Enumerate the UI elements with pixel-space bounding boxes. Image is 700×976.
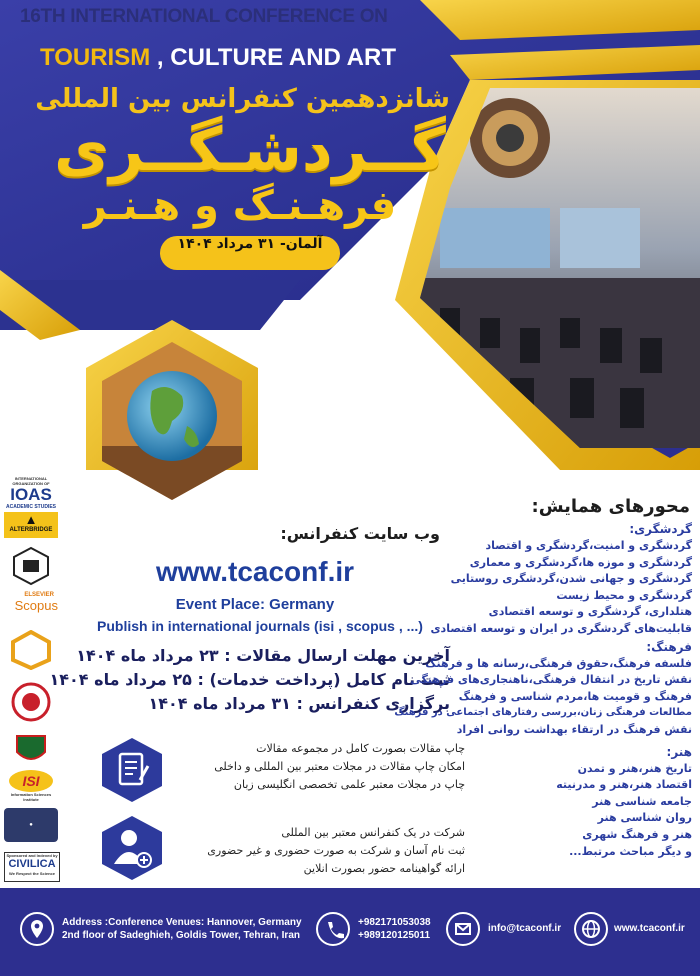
scopus-logo-text: Scopus	[14, 598, 58, 613]
title-persian-line1: شانزدهمین کنفرانس بین المللی	[35, 84, 450, 114]
logo-academic-org	[4, 546, 58, 586]
event-place: Event Place: Germany	[175, 596, 335, 613]
feature-publication-line1: چاپ مقالات بصورت کامل در مجموعه مقالات	[256, 742, 465, 755]
axes-item: اقتصاد هنر،هنر و مدرنیته	[556, 778, 692, 792]
feature-publication	[190, 740, 465, 794]
isi-caption: Information Sciences Institute	[10, 792, 52, 802]
phone-icon	[316, 912, 350, 946]
axes-item: گردشگری و امنیت،گردشگری و اقتصاد	[485, 539, 692, 552]
footer-phone2[interactable]: +989120125011	[358, 930, 431, 941]
axes-heading-art: هنر:	[666, 744, 692, 759]
date-badge: آلمان- ۳۱ مرداد ۱۴۰۴	[160, 236, 340, 270]
feature-participation-line2: ثبت نام آسان و شرکت به صورت حضوری و غیر حضوری	[207, 844, 465, 857]
civilica-logo-text: CIVILICA	[8, 858, 56, 870]
axes-item: هتلداری، گردشگری و توسعه اقتصادی	[488, 605, 692, 619]
location-icon	[20, 912, 54, 946]
axes-item: قابلیت‌های گردشگری در ایران و توسعه اقتصادی	[430, 621, 692, 635]
axes-heading-culture: فرهنگ:	[646, 639, 692, 654]
logo-elsevier-scopus	[4, 592, 58, 613]
feature-participation-line3: ارائه گواهینامه حضور بصورت انلاین	[303, 862, 465, 875]
axes-item: هنر و فرهنگ شهری	[582, 827, 692, 841]
title-english-tourism: TOURISM	[40, 44, 151, 71]
title-english-line1: 16TH INTERNATIONAL CONFERENCE ON	[20, 6, 388, 27]
website-url[interactable]: www.tcaconf.ir	[155, 556, 355, 587]
footer-email[interactable]: info@tcaconf.ir	[488, 923, 562, 934]
axes-item: گردشگری و موزه ها،گردشگری و معماری	[469, 555, 692, 569]
logo-institute	[4, 732, 58, 768]
feature-publication-line2: امکان چاپ مقالات در مجلات معتبر بین المللی و داخلی	[214, 760, 465, 773]
conference-axes-title: محورهای همایش:	[531, 496, 690, 517]
axes-item: فرهنگ و قومیت ها،مردم شناسی و فرهنگ	[458, 689, 692, 703]
globe-image	[92, 336, 252, 506]
axes-item: نقش تاریخ در انتقال فرهنگی،ناهنجاری‌های فرهنگی	[410, 673, 692, 687]
title-persian-tourism: گــردشـگــری	[54, 115, 446, 185]
title-english-culture-art: , CULTURE AND ART	[150, 44, 396, 71]
publish-info: Publish in international journals (isi , scopus , ...)	[97, 618, 423, 634]
axes-heading-tourism: گردشگری:	[629, 522, 692, 536]
deadline-submission: آخرین مهلت ارسال مقالات : ۲۳ مرداد ماه ۱۴۰۴	[76, 646, 450, 665]
title-english-line2	[40, 44, 396, 72]
ioas-caption-top: INTERNATIONAL ORGANIZATION OF	[12, 476, 50, 486]
ioas-caption-bottom: ACADEMIC STUDIES	[5, 504, 56, 510]
footer-bar	[0, 888, 700, 976]
institute-crest-icon	[13, 732, 49, 766]
user-add-icon	[98, 814, 166, 882]
elsevier-caption: ELSEVIER	[24, 592, 54, 598]
logo-ioas	[4, 476, 58, 510]
website-label: وب سایت کنفرانس:	[280, 524, 440, 543]
deadline-registration: ثبت نام کامل (پرداخت خدمات) : ۲۵ مرداد ماه ۱۴۰۴	[49, 670, 450, 689]
alterbridge-logo-text: ALTERBRIDGE	[9, 527, 53, 533]
footer-website[interactable]: www.tcaconf.ir	[614, 923, 685, 934]
conference-axes-list	[394, 520, 692, 860]
academic-hexagon-icon	[11, 546, 51, 586]
civilica-caption-top: Sponsored and Indexed by	[6, 853, 58, 858]
feature-publication-line3: چاپ در مجلات معتبر علمی تخصصی انگلیسی زبان	[233, 778, 465, 791]
feature-participation-line1: شرکت در یک کنفرانس معتبر بین المللی	[281, 826, 465, 839]
axes-item: تاریخ هنر،هنر و تمدن	[577, 761, 692, 775]
logo-isi	[4, 770, 58, 802]
footer-address-line2: 2nd floor of Sadeghieh, Goldis Tower, Tehran, Iran	[62, 930, 300, 941]
feature-participation	[190, 824, 465, 878]
axes-item: گردشگری و جهانی شدن،گردشگری روستایی	[450, 572, 692, 586]
axes-item: نقش فرهنگ در ارتقاء بهداشت روانی افراد	[456, 722, 692, 736]
title-persian-culture-art: فرهـنـگ و هـنـر	[83, 183, 397, 229]
footer-phone1[interactable]: +982171053038	[358, 917, 431, 928]
logo-civilica	[4, 852, 60, 882]
deadline-conference: برگزاری کنفرانس : ۳۱ مرداد ماه ۱۴۰۴	[148, 694, 450, 713]
axes-item: مطالعات فرهنگی زنان،بررسی رفتارهای اجتماعی در فرهنگ	[394, 707, 692, 719]
axes-item: روان شناسی هنر	[597, 811, 692, 825]
axes-item: فلسفه فرهنگ،حقوق فرهنگی،رسانه ها و فرهنگ	[425, 656, 692, 670]
axes-item: گردشگری و محیط زیست	[556, 588, 692, 602]
civilica-caption-bottom: We Respect the Science	[9, 871, 55, 876]
university-seal-icon	[11, 682, 51, 722]
axes-item: جامعه شناسی هنر	[592, 794, 692, 808]
college-hexagon-icon	[9, 630, 53, 670]
logo-alert: ●	[4, 808, 58, 842]
globe-icon	[574, 912, 608, 946]
logo-college	[4, 630, 58, 672]
ioas-logo-text: IOAS	[10, 485, 52, 504]
email-icon	[446, 912, 480, 946]
isi-logo-text: ISI	[9, 770, 53, 792]
logo-alterbridge: ▲ ALTERBRIDGE	[4, 512, 58, 538]
footer-address-line1: Address :Conference Venues: Hannover, Germany	[62, 917, 302, 928]
document-icon	[98, 736, 166, 804]
axes-item: و دیگر مباحث مرتبط...	[569, 844, 692, 858]
